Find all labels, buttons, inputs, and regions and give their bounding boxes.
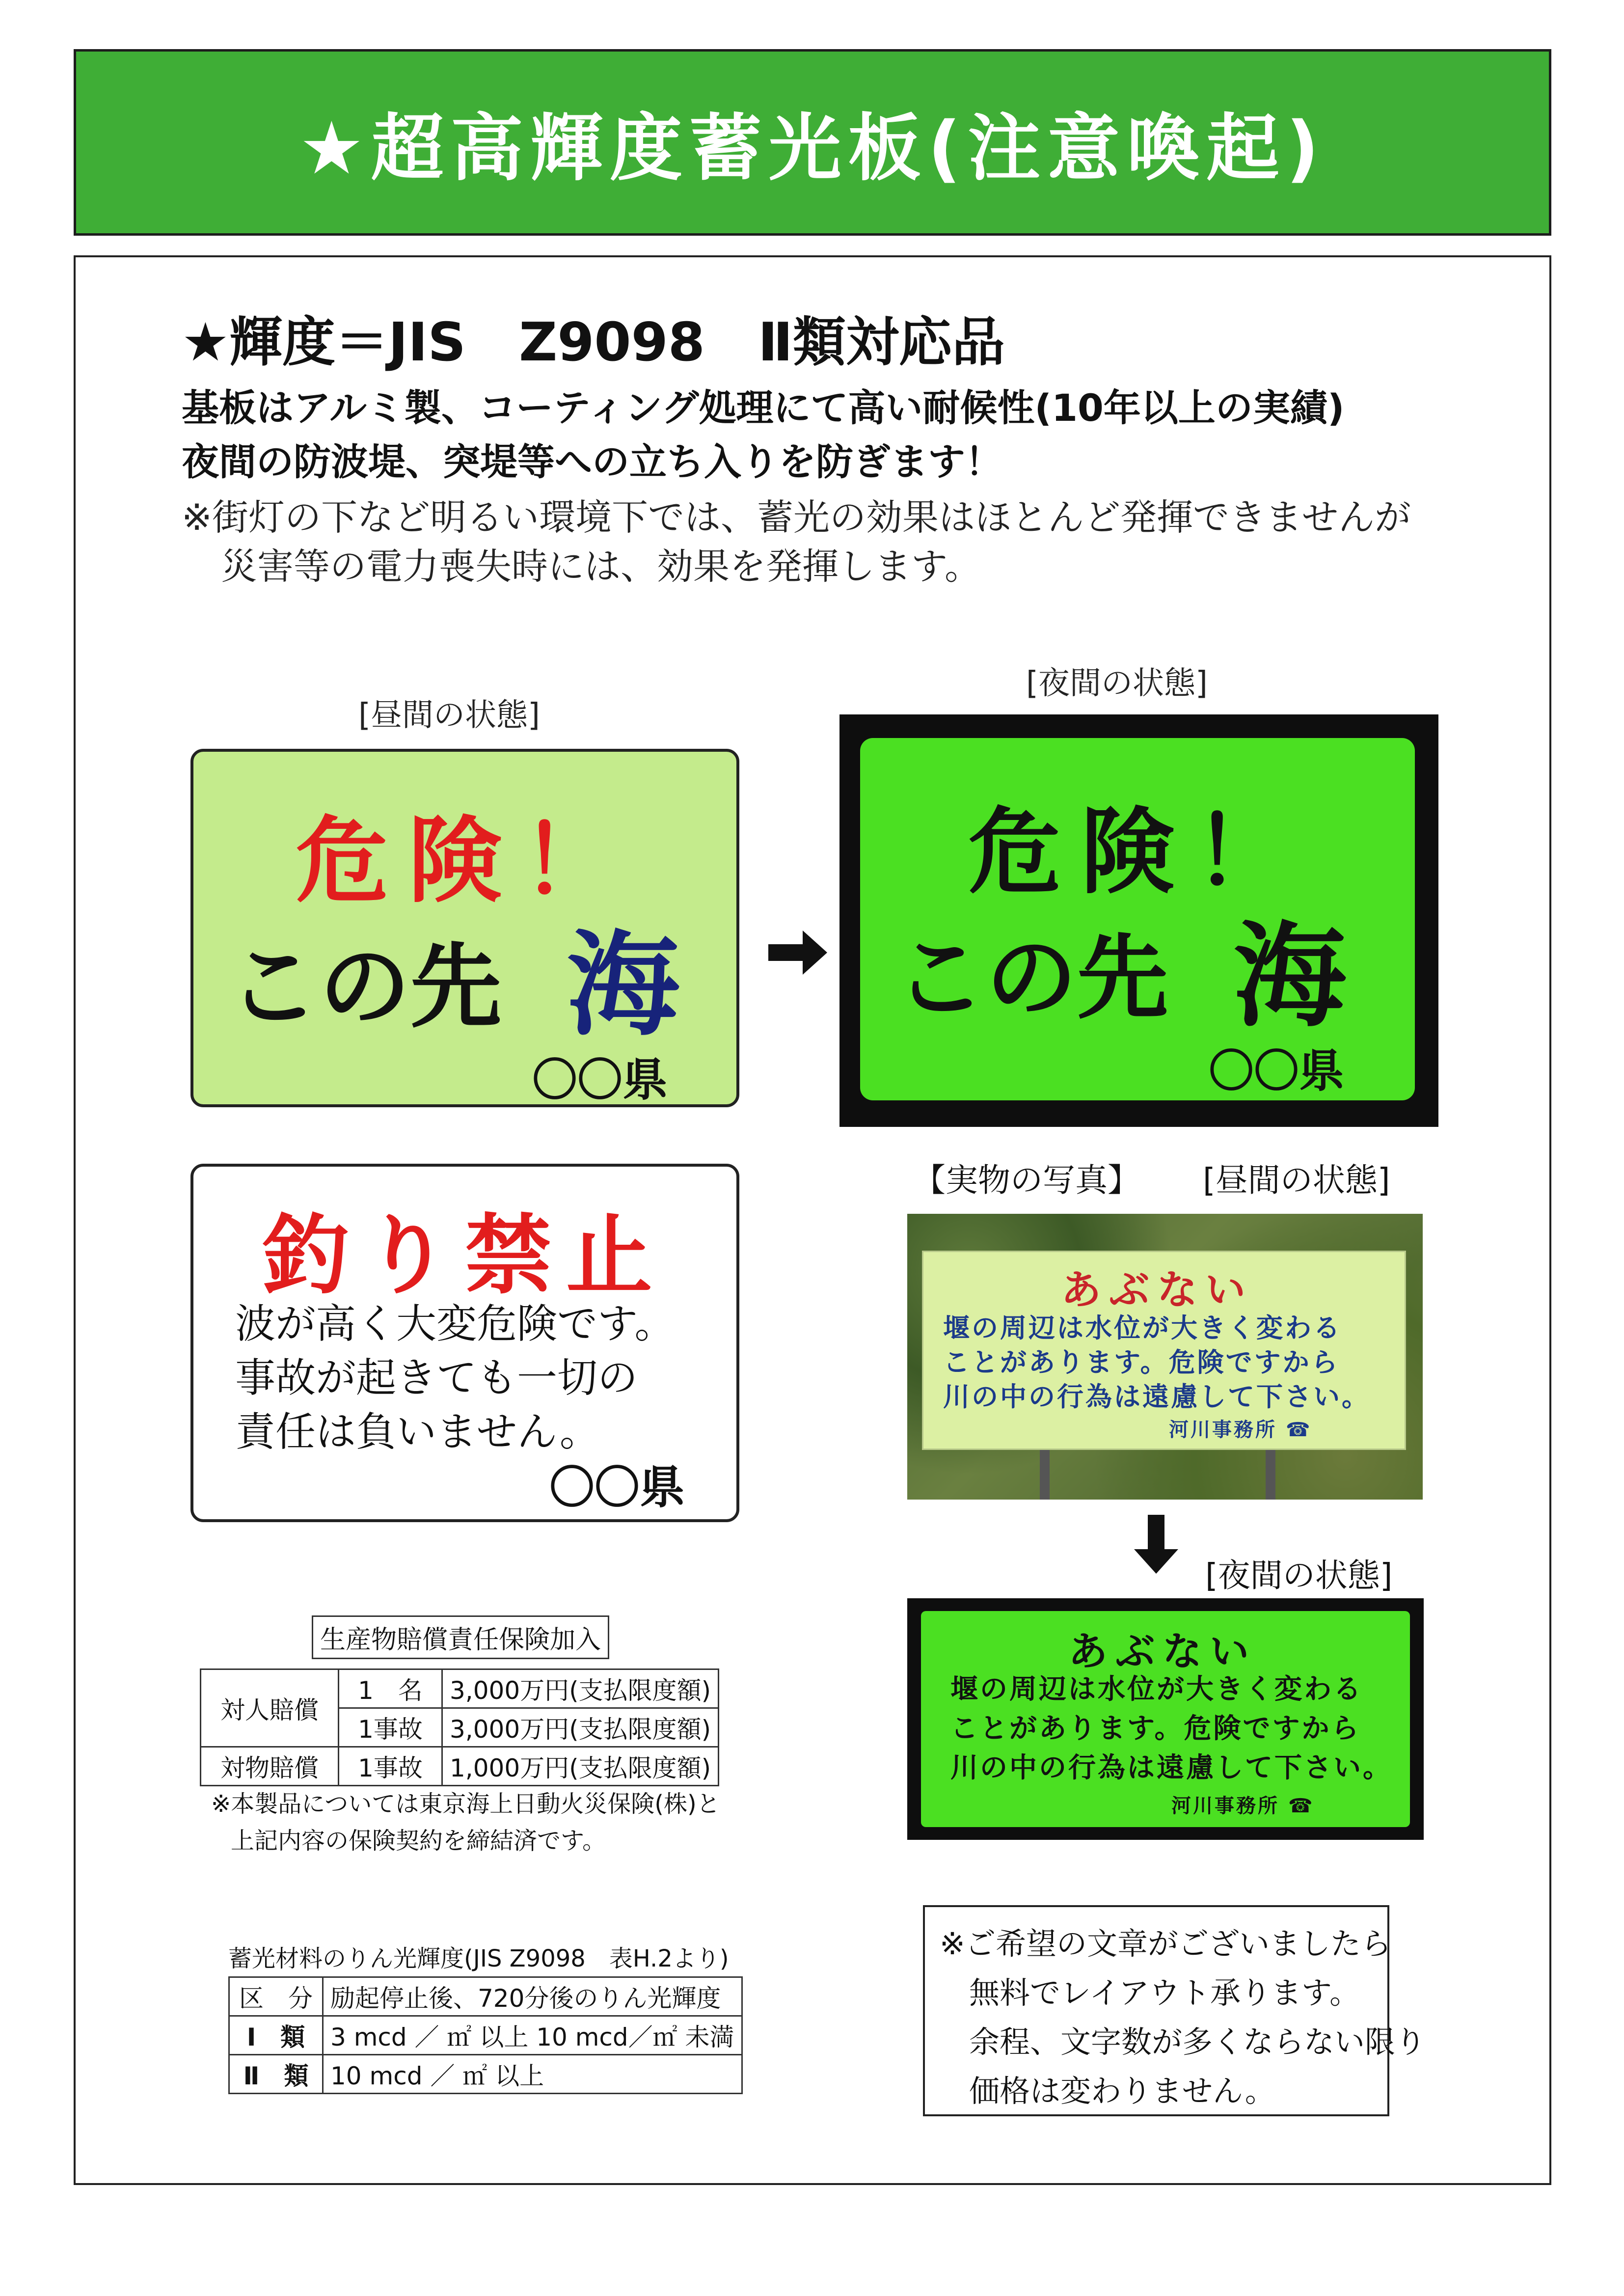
custom-note-line-2: 無料でレイアウト承ります。 (969, 1975, 1360, 2011)
luminance-caption: 蓄光材料のりん光輝度(JIS Z9098 表H.2より) (228, 1945, 729, 1972)
table-header-row (229, 1977, 742, 2016)
caption-nighttime: [夜間の状態] (1026, 665, 1208, 702)
insurance-note-2: 上記内容の保険契約を締結済です。 (231, 1827, 606, 1855)
fishing-warning-line-1: 波が高く大変危険です。 (235, 1301, 675, 1347)
river-night-line-2: ことがあります。危険ですから (950, 1713, 1361, 1745)
river-night-title: あぶない (1068, 1629, 1257, 1674)
insurance-amount: 1,000万円(支払限度額) (442, 1747, 719, 1786)
note-line-1: ※街灯の下など明るい環境下では、蓄光の効果はほとんど発揮できませんが (182, 496, 1411, 539)
real-sign-photo (907, 1214, 1423, 1500)
luminance-header-value: 励起停止後、720分後のりん光輝度 (323, 1977, 742, 2016)
caption-photo-nighttime: [夜間の状態] (1205, 1557, 1393, 1594)
luminance-class: Ⅱ 類 (229, 2055, 323, 2094)
description-line-2: 夜間の防波堤、突堤等への立ち入りを防ぎます！ (182, 440, 1002, 484)
arrow-right-icon (768, 930, 827, 975)
custom-note-line-3: 余程、文字数が多くならない限り (969, 2024, 1426, 2060)
insurance-group: 対物賠償 (201, 1747, 339, 1786)
danger-prefecture: 〇〇県 (532, 1054, 668, 1106)
real-sign-line-1: 堰の周辺は水位が大きく変わる (943, 1312, 1342, 1343)
caption-photo: 【実物の写真】 (913, 1161, 1140, 1199)
danger-sea-text-night: 海 (1233, 911, 1347, 1042)
custom-note-line-4: 価格は変わりません。 (969, 2073, 1275, 2109)
real-sign-board (922, 1251, 1406, 1450)
insurance-group: 対人賠償 (201, 1669, 339, 1747)
luminance-header-class: 区 分 (229, 1977, 323, 2016)
note-line-2: 災害等の電力喪失時には、効果を発揮します。 (221, 546, 981, 588)
danger-ahead-text: この先 (228, 933, 502, 1040)
page-title: ★超高輝度蓄光板(注意喚起) (299, 106, 1326, 191)
real-sign-office: 河川事務所 ☎ (1169, 1419, 1312, 1441)
danger-sign-day (190, 749, 739, 1107)
insurance-title: 生産物賠償責任保険加入 (312, 1615, 609, 1659)
spec-heading: ★輝度＝JIS Z9098 Ⅱ類対応品 (182, 312, 1005, 373)
title-banner (74, 49, 1551, 236)
fishing-warning-line-2: 事故が起きても一切の (235, 1355, 638, 1401)
danger-ahead-text-night: この先 (894, 925, 1169, 1031)
fishing-prohibited-sign (190, 1164, 739, 1522)
sign-post-right (1266, 1445, 1275, 1500)
custom-layout-note (923, 1905, 1426, 2116)
caption-daytime: [昼間の状態] (358, 697, 540, 734)
caption-photo-daytime: [昼間の状態] (1203, 1161, 1390, 1199)
river-sign-night (921, 1611, 1410, 1827)
insurance-unit: 1 名 (339, 1669, 442, 1708)
custom-note-line-1: ※ご希望の文章がございましたら (940, 1926, 1391, 1962)
arrow-down-icon (1134, 1515, 1178, 1574)
description-line-1: 基板はアルミ製、コーティング処理にて高い耐候性(10年以上の実績) (182, 386, 1345, 430)
luminance-class: Ⅰ 類 (229, 2016, 323, 2055)
danger-title: 危険！ (295, 807, 634, 915)
real-sign-title: あぶない (1061, 1267, 1254, 1313)
table-row (229, 2016, 742, 2055)
table-row (201, 1747, 719, 1786)
insurance-unit: 1事故 (339, 1747, 442, 1786)
table-row (229, 2055, 742, 2094)
danger-sea-text: 海 (567, 920, 680, 1051)
luminance-table (228, 1976, 743, 2094)
insurance-note-1: ※本製品については東京海上日動火災保険(株)と (211, 1790, 720, 1818)
insurance-table (200, 1668, 719, 1786)
real-sign-line-3: 川の中の行為は遠慮して下さい。 (943, 1381, 1370, 1412)
fishing-title: 釣り禁止 (262, 1205, 667, 1306)
table-row (201, 1669, 719, 1708)
river-night-line-3: 川の中の行為は遠慮して下さい。 (950, 1752, 1392, 1784)
danger-prefecture-night: 〇〇県 (1209, 1045, 1345, 1097)
danger-title-night: 危険！ (968, 798, 1307, 906)
insurance-amount: 3,000万円(支払限度額) (442, 1708, 719, 1747)
sign-post-left (1040, 1445, 1050, 1500)
danger-sign-night (860, 738, 1415, 1100)
luminance-value: 3 mcd ／ ㎡ 以上 10 mcd／㎡ 未満 (323, 2016, 742, 2055)
fishing-prefecture: 〇〇県 (549, 1461, 685, 1514)
luminance-value: 10 mcd ／ ㎡ 以上 (323, 2055, 742, 2094)
river-night-office: 河川事務所 ☎ (1171, 1795, 1315, 1817)
real-sign-line-2: ことがあります。危険ですから (943, 1347, 1340, 1378)
fishing-warning-line-3: 責任は負いません。 (235, 1409, 600, 1455)
river-night-line-1: 堰の周辺は水位が大きく変わる (950, 1673, 1363, 1705)
insurance-unit: 1事故 (339, 1708, 442, 1747)
insurance-amount: 3,000万円(支払限度額) (442, 1669, 719, 1708)
